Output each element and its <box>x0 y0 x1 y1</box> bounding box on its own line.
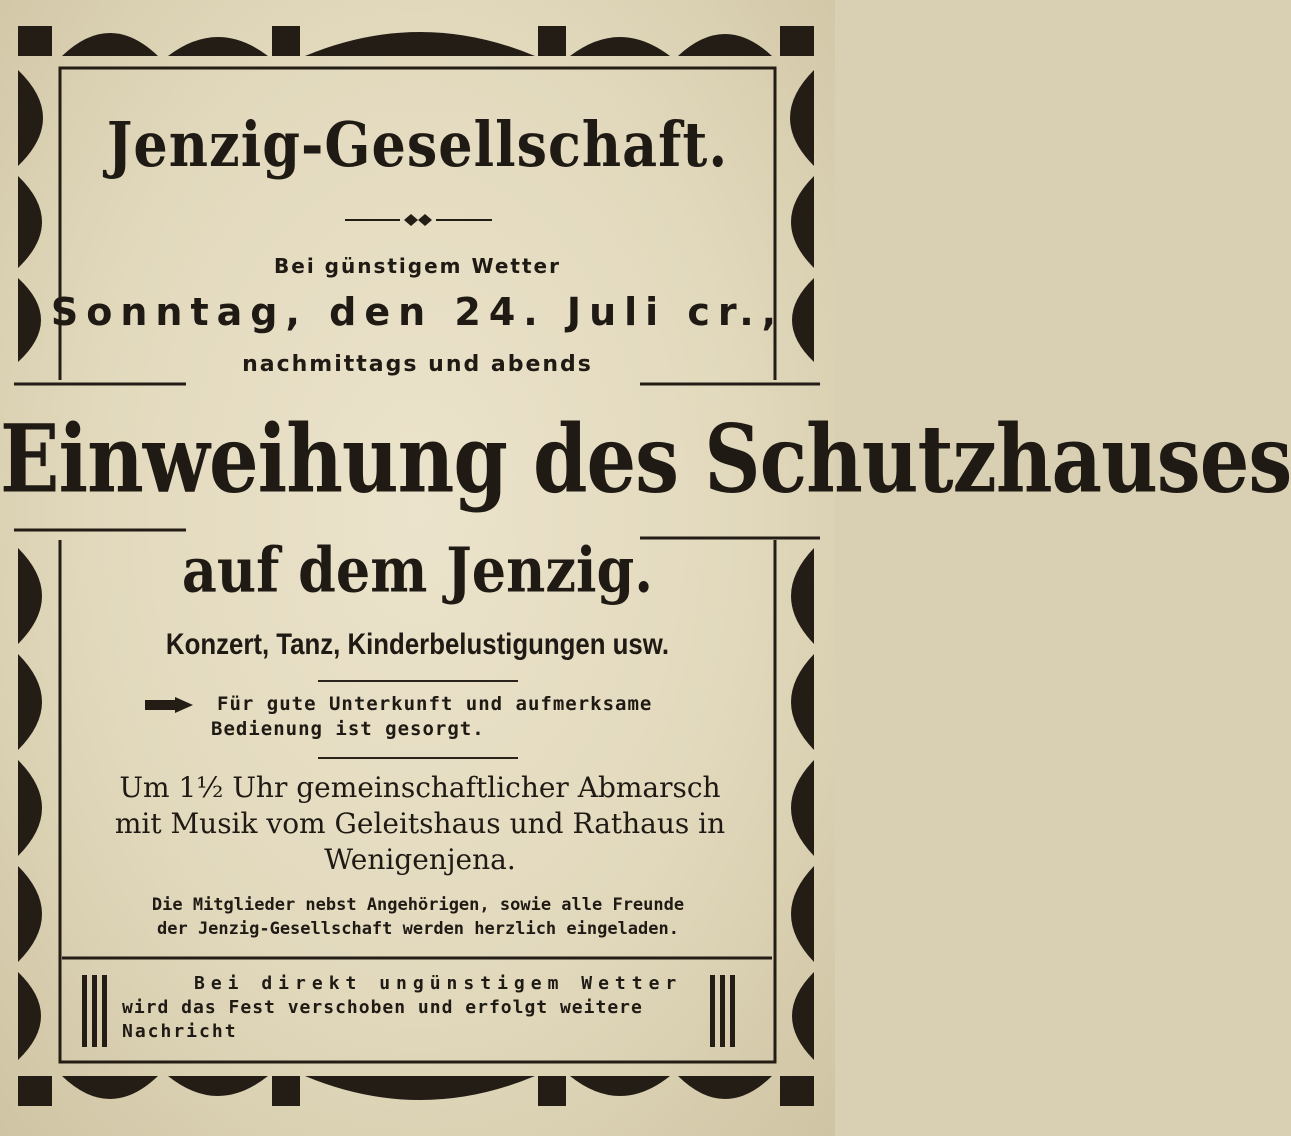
march-line: Wenigenjena. <box>324 843 516 876</box>
march-line: mit Musik vom Geleitshaus und Rathaus in <box>114 807 726 840</box>
accommodation-notice <box>145 692 745 742</box>
divider-rule <box>318 757 518 759</box>
march-line: Um 1½ Uhr gemeinschaftlicher Abmarsch <box>119 771 721 804</box>
bars-ornament-left <box>80 975 110 1047</box>
weather-condition: Bei günstigem Wetter <box>274 254 561 278</box>
society-title: Jenzig-Gesellschaft. <box>106 107 729 181</box>
weather-line: wird das Fest verschoben und erfolgt weitere <box>122 997 643 1018</box>
march-announcement <box>80 770 760 878</box>
bad-weather-notice <box>122 972 702 1044</box>
invite-line: der Jenzig-Gesellschaft werden herzlich eingeladen. <box>157 919 679 939</box>
bars-ornament-right <box>708 975 738 1047</box>
notice-line: Für gute Unterkunft und aufmerksame <box>217 693 653 715</box>
event-headline: Einweihung des Schutzhauses <box>0 405 1291 515</box>
invitation-text <box>78 893 758 941</box>
invite-line: Die Mitglieder nebst Angehörigen, sowie alle Freunde <box>151 895 685 915</box>
weather-line: Nachricht <box>122 1021 238 1042</box>
event-program: Konzert, Tanz, Kinderbelustigungen usw. <box>165 628 670 661</box>
divider-rule <box>318 680 518 682</box>
divider-ornament <box>0 210 835 230</box>
notice-line: Bedienung ist gesorgt. <box>211 718 485 740</box>
weather-line: Bei direkt ungünstigem Wetter <box>194 973 683 994</box>
event-date: Sonntag, den 24. Juli cr., <box>50 290 785 334</box>
event-times: nachmittags und abends <box>242 352 593 377</box>
event-location: auf dem Jenzig. <box>181 533 654 607</box>
